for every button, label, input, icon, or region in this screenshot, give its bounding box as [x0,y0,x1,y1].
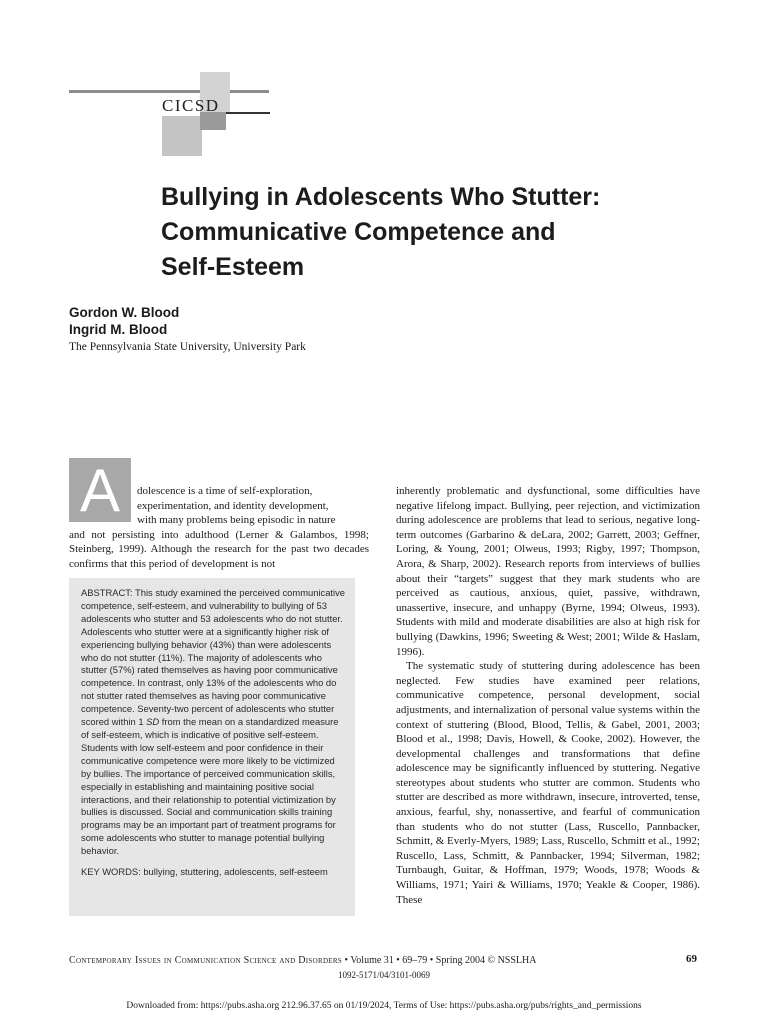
keywords: KEY WORDS: bullying, stuttering, adolescents, self-esteem [81,866,328,878]
header-rule-bottom [226,112,270,114]
page-number: 69 [686,953,697,965]
author-name: Ingrid M. Blood [69,322,168,337]
header-decor-square [162,116,202,156]
intro-line: experimentation, and identity development, [137,499,329,512]
body-paragraph: The systematic study of stuttering during adolescence has been neglected. Few studies have examined peer relations, communicative competence, personal development, social adjustments, and internalization of personal value systems within the context of stuttering (Blood, Blood, Tellis, & Gabel, 2001, 2003; Blood et al., 1998; Davis, Howell, & Cooke, 2002). However, the developmental challenges and transformations that define adolescence may be significantly influenced by stuttering. Negative stereotypes about students who stutter are common. Students who stutter are described as more withdrawn, insecure, introverted, tense, anxious, fearful, shy, nonassertive, and fearful of communication than students who do not stutter (Lass, Ruscello, Pannbacker, Schmitt, & Everly-Myers, 1989; Lass, Ruscello, Schmitt et al., 1992; Ruscello, Lass, Schmitt, & Pannbacker, 1994; Silverman, 1982; Turnbaugh, Guitar, & Hoffman, 1979; Woods, 1978; Woods & Williams, 1971; Yairi & Williams, 1970; Yeakle & Cooper, 1986). These [396,660,700,906]
abstract-text: ABSTRACT: This study examined the perceived communicative competence, self-esteem, and vulnerability to bullying of 53 adolescents who stutter and 53 adolescents who do not stutter. Adolescents who stutter were at a significantly higher risk of experiencing bullying behavior (43%) than were adolescents who do not stutter (11%). The majority of adolescents who stutter (57%) rated themselves as having poor communicative competence. In contrast, only 13% of the adolescents who do not stutter rated themselves as having poor communicative competence. Seventy-two percent of adolescents who stutter scored within 1 SD from the mean on a standardized measure of self-esteem, which is indicative of positive self-esteem. Students with low self-esteem and poor confidence in their communicative competence were more likely to be victimized by bullies. The importance of perceived communication skills, especially in establishing and maintaining positive social interactions, and their relationship to potential victimization by bullies is discussed. Social and communication skills training programs may be an important part of treatment programs for some adolescents who stutter to manage potential bullying behavior. [81,587,345,857]
title-line: Self-Esteem [161,253,305,281]
affiliation: The Pennsylvania State University, University Park [69,341,306,353]
article-title [161,180,681,285]
download-notice: Downloaded from: https://pubs.asha.org 212.96.37.65 on 01/19/2024, Terms of Use: https://pubs.asha.org/pubs/rights_and_permissions [126,1001,642,1011]
title-line: Communicative Competence and [161,218,556,246]
intro-line: dolescence is a time of self-exploration, [137,485,313,497]
body-column-right [396,484,700,907]
abstract-box [69,578,355,916]
issn: 1092-5171/04/3101-0069 [338,970,430,980]
journal-logo: CICSD [162,96,220,115]
intro-line: with many problems being episodic in nature [137,514,336,527]
intro-paragraph [69,484,369,572]
header-rule-top [69,90,269,93]
journal-name: Contemporary Issues in Communication Science and Disorders [69,955,343,966]
issue-details: • Volume 31 • 69–79 • Spring 2004 © NSSLHA [342,955,537,966]
author-name: Gordon W. Blood [69,305,180,320]
drop-cap: A [69,458,131,522]
body-paragraph: inherently problematic and dysfunctional, some difficulties have negative lifelong impact. Bullying, peer rejection, and victimization during adolescence are problems that lead to serious, negative long-term outcomes (Garbarino & deLara, 2002; Garrett, 2003; Geffner, Loring, & Young, 2001; Olweus, 1993; Rigby, 1997; Thompson, Arora, & Sharp, 2002). Research reports from interviews of bullies about their “targets” suggest that they mark students who are perceived as cautious, anxious, quiet, passive, withdrawn, unassertive, insecure, and unhappy (Byrne, 1994; Olweus, 1993). Students with mild and moderate disabilities are also at high risk for bullying (Dawkins, 1996; Sweeting & West; 2001; Wilde & Haslam, 1996). [396,485,700,658]
title-line: Bullying in Adolescents Who Stutter: [161,183,601,211]
intro-rest: and not persisting into adulthood (Lerner & Galambos, 1998; Steinberg, 1999). Although the research for the past two decades confirms that this period of development is not [69,528,369,570]
intro-indented [69,484,369,528]
running-footer [69,955,699,966]
